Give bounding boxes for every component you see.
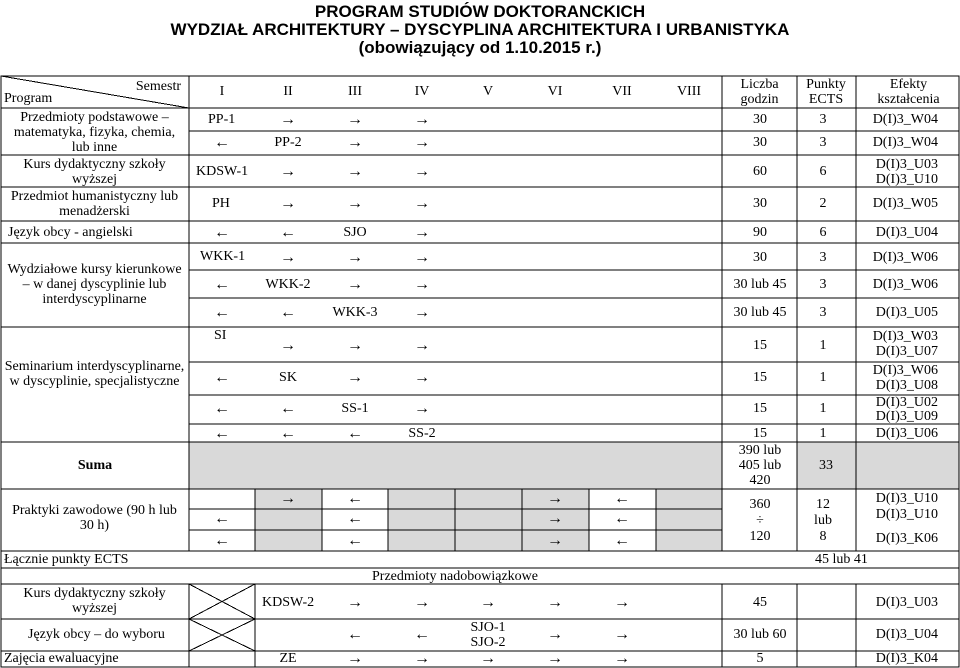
wkk1-ects: 3	[819, 250, 827, 265]
arrow-left-icon: ←	[280, 425, 296, 442]
practice-ects-3: 8	[819, 529, 827, 544]
arrow-right-icon: →	[280, 163, 296, 180]
group-language-optional: Język obcy – do wyboru	[28, 627, 165, 642]
si-ects: 1	[819, 338, 827, 353]
ze-code: ZE	[279, 651, 297, 666]
arrow-right-icon: →	[414, 337, 430, 354]
sk-code: SK	[279, 370, 297, 385]
practice-hours-2: ÷	[756, 513, 764, 528]
sjo-ects: 6	[819, 225, 827, 240]
ph-code: PH	[212, 196, 230, 211]
sk-ects: 1	[819, 370, 827, 385]
arrow-right-icon: →	[547, 490, 563, 507]
sum-hours-1: 390 lub	[738, 443, 782, 458]
wkk3-effects: D(I)3_U05	[875, 305, 938, 320]
arrow-right-icon: →	[347, 134, 363, 151]
sjo1-code: SJO-1	[470, 620, 506, 635]
semester-vi: VI	[547, 84, 563, 99]
arrow-left-icon: ←	[214, 276, 230, 293]
arrow-right-icon: →	[547, 510, 563, 527]
arrow-right-icon: →	[414, 195, 430, 212]
arrow-right-icon: →	[414, 400, 430, 417]
ss1-effects-1: D(I)3_U02	[875, 395, 938, 410]
ss1-effects-2: D(I)3_U09	[875, 409, 938, 424]
ss2-hours: 15	[753, 426, 767, 441]
group-kdsw: Kurs dydaktyczny szkoły wyższej	[23, 157, 166, 187]
arrow-right-icon: →	[547, 594, 563, 611]
kdsw1-effects-2: D(I)3_U10	[875, 172, 938, 187]
pp2-code: PP-2	[274, 135, 302, 150]
effects-header: Efekty kształcenia	[877, 77, 940, 107]
arrow-left-icon: ←	[347, 425, 363, 442]
arrow-left-icon: ←	[214, 425, 230, 442]
arrow-right-icon: →	[347, 369, 363, 386]
group-language: Język obcy - angielski	[8, 225, 133, 240]
arrow-left-icon: ←	[280, 224, 296, 241]
arrow-left-icon: ←	[614, 510, 630, 527]
group-seminars: Seminarium interdyscyplinarne, w dyscyplinie, specjalistyczne	[4, 359, 185, 389]
arrow-right-icon: →	[414, 304, 430, 321]
arrow-left-icon: ←	[214, 400, 230, 417]
wkk1-effects: D(I)3_W06	[872, 250, 938, 265]
ze-effects: D(I)3_K04	[875, 651, 938, 666]
practice-effects-2: D(I)3_U10	[875, 507, 938, 522]
total-ects-value: 45 lub 41	[815, 552, 868, 567]
si-effects-1: D(I)3_W03	[872, 329, 938, 344]
group-faculty-courses: Wydziałowe kursy kierunkowe – w danej dyscyplinie lub interdyscyplinarne	[7, 262, 182, 307]
semester-iv: IV	[414, 84, 430, 99]
ph-hours: 30	[753, 196, 767, 211]
arrow-right-icon: →	[547, 650, 563, 667]
arrow-left-icon: ←	[347, 490, 363, 507]
arrow-right-icon: →	[414, 276, 430, 293]
si-hours: 15	[753, 338, 767, 353]
ss2-effects: D(I)3_U06	[875, 426, 938, 441]
page-subtitle: WYDZIAŁ ARCHITEKTURY – DYSCYPLINA ARCHITEKTURA I URBANISTYKA	[170, 20, 790, 39]
group-kdsw-optional: Kurs dydaktyczny szkoły wyższej	[23, 586, 166, 616]
semester-viii: VIII	[676, 84, 702, 99]
pp2-effects: D(I)3_W04	[872, 135, 938, 150]
arrow-left-icon: ←	[214, 369, 230, 386]
arrow-left-icon: ←	[347, 626, 363, 643]
arrow-right-icon: →	[480, 594, 496, 611]
hours-header: Liczba godzin	[740, 77, 779, 107]
wkk3-hours: 30 lub 45	[733, 305, 787, 320]
sk-effects-1: D(I)3_W06	[872, 363, 938, 378]
arrow-right-icon: →	[347, 594, 363, 611]
total-ects-label: Łącznie punkty ECTS	[4, 552, 129, 567]
arrow-right-icon: →	[414, 369, 430, 386]
arrow-left-icon: ←	[280, 400, 296, 417]
pp1-code: PP-1	[208, 112, 236, 127]
semester-ii: II	[283, 84, 293, 99]
group-humanities: Przedmiot humanistyczny lub menadżerski	[10, 189, 179, 219]
arrow-left-icon: ←	[347, 532, 363, 549]
pp2-hours: 30	[753, 135, 767, 150]
semester-v: V	[482, 84, 494, 99]
si-effects-2: D(I)3_U07	[875, 344, 938, 359]
arrow-right-icon: →	[347, 249, 363, 266]
wkk3-ects: 3	[819, 305, 827, 320]
sjo-optional-effects: D(I)3_U04	[875, 627, 938, 642]
pp1-hours: 30	[753, 112, 767, 127]
practice-effects-1: D(I)3_U10	[875, 491, 938, 506]
pp1-ects: 3	[819, 112, 827, 127]
arrow-left-icon: ←	[614, 532, 630, 549]
arrow-right-icon: →	[547, 532, 563, 549]
arrow-left-icon: ←	[347, 510, 363, 527]
practice-ects-1: 12	[816, 497, 830, 512]
arrow-left-icon: ←	[214, 510, 230, 527]
wkk1-code: WKK-1	[200, 249, 246, 264]
arrow-right-icon: →	[414, 650, 430, 667]
arrow-right-icon: →	[414, 249, 430, 266]
arrow-right-icon: →	[614, 594, 630, 611]
kdsw1-hours: 60	[753, 164, 767, 179]
sjo-effects: D(I)3_U04	[875, 225, 938, 240]
arrow-right-icon: →	[414, 594, 430, 611]
program-header: Program	[4, 91, 53, 106]
kdsw2-code: KDSW-2	[262, 595, 315, 610]
arrow-left-icon: ←	[214, 304, 230, 321]
arrow-right-icon: →	[347, 111, 363, 128]
group-practice: Praktyki zawodowe (90 h lub 30 h)	[12, 503, 177, 533]
semester-i: I	[219, 84, 225, 99]
pp1-effects: D(I)3_W04	[872, 112, 938, 127]
ss2-code: SS-2	[408, 426, 436, 441]
arrow-right-icon: →	[280, 249, 296, 266]
ss2-ects: 1	[819, 426, 827, 441]
sk-effects-2: D(I)3_U08	[875, 378, 938, 393]
arrow-right-icon: →	[414, 111, 430, 128]
arrow-right-icon: →	[280, 111, 296, 128]
arrow-right-icon: →	[347, 163, 363, 180]
arrow-right-icon: →	[414, 134, 430, 151]
wkk3-code: WKK-3	[332, 305, 378, 320]
semester-vii: VII	[612, 84, 632, 99]
arrow-left-icon: ←	[214, 224, 230, 241]
ss1-ects: 1	[819, 401, 827, 416]
arrow-right-icon: →	[347, 195, 363, 212]
sjo-optional-hours: 30 lub 60	[733, 627, 787, 642]
ss1-code: SS-1	[341, 401, 369, 416]
practice-hours-1: 360	[749, 497, 771, 512]
wkk2-ects: 3	[819, 277, 827, 292]
arrow-right-icon: →	[480, 650, 496, 667]
arrow-right-icon: →	[347, 337, 363, 354]
practice-effects-3: D(I)3_K06	[875, 531, 938, 546]
ph-ects: 2	[819, 196, 827, 211]
arrow-right-icon: →	[280, 337, 296, 354]
group-basic: Przedmioty podstawowe – matematyka, fizyka, chemia, lub inne	[13, 110, 176, 155]
arrow-right-icon: →	[414, 224, 430, 241]
sum-hours-2: 405 lub	[738, 458, 782, 473]
kdsw1-effects-1: D(I)3_U03	[875, 157, 938, 172]
semestr-header: Semestr	[135, 79, 181, 94]
kdsw2-hours: 45	[753, 595, 767, 610]
arrow-right-icon: →	[280, 490, 296, 507]
kdsw1-ects: 6	[819, 164, 827, 179]
page-title: PROGRAM STUDIÓW DOKTORANCKICH	[314, 2, 646, 21]
wkk2-effects: D(I)3_W06	[872, 277, 938, 292]
kdsw2-effects: D(I)3_U03	[875, 595, 938, 610]
shaded-cells	[189, 442, 959, 551]
optional-subjects-header: Przedmioty nadobowiązkowe	[371, 569, 539, 584]
ects-header: Punkty ECTS	[806, 77, 846, 107]
wkk2-code: WKK-2	[265, 277, 311, 292]
sjo-hours: 90	[753, 225, 767, 240]
kdsw1-code: KDSW-1	[196, 164, 249, 179]
arrow-right-icon: →	[547, 626, 563, 643]
si-code: SI	[214, 328, 227, 343]
arrow-left-icon: ←	[614, 490, 630, 507]
sum-ects: 33	[819, 458, 833, 473]
arrow-right-icon: →	[614, 626, 630, 643]
arrow-right-icon: →	[614, 650, 630, 667]
sk-hours: 15	[753, 370, 767, 385]
sjo2-code: SJO-2	[470, 635, 506, 650]
arrow-left-icon: ←	[280, 304, 296, 321]
pp2-ects: 3	[819, 135, 827, 150]
practice-hours-3: 120	[749, 529, 771, 544]
arrow-left-icon: ←	[414, 626, 430, 643]
sjo-code: SJO	[343, 225, 367, 240]
ze-hours: 5	[756, 651, 764, 666]
arrow-right-icon: →	[347, 276, 363, 293]
ss1-hours: 15	[753, 401, 767, 416]
sum-hours-3: 420	[749, 473, 771, 488]
arrow-right-icon: →	[414, 163, 430, 180]
group-sum: Suma	[77, 458, 113, 473]
semester-iii: III	[348, 84, 362, 99]
wkk2-hours: 30 lub 45	[733, 277, 787, 292]
arrow-left-icon: ←	[214, 134, 230, 151]
arrow-right-icon: →	[347, 650, 363, 667]
ph-effects: D(I)3_W05	[872, 196, 938, 211]
arrow-left-icon: ←	[214, 532, 230, 549]
wkk1-hours: 30	[753, 250, 767, 265]
validity-date: (obowiązujący od 1.10.2015 r.)	[358, 38, 602, 57]
group-evaluation: Zajęcia ewaluacyjne	[4, 651, 119, 666]
arrow-right-icon: →	[280, 195, 296, 212]
practice-ects-2: lub	[814, 513, 832, 528]
